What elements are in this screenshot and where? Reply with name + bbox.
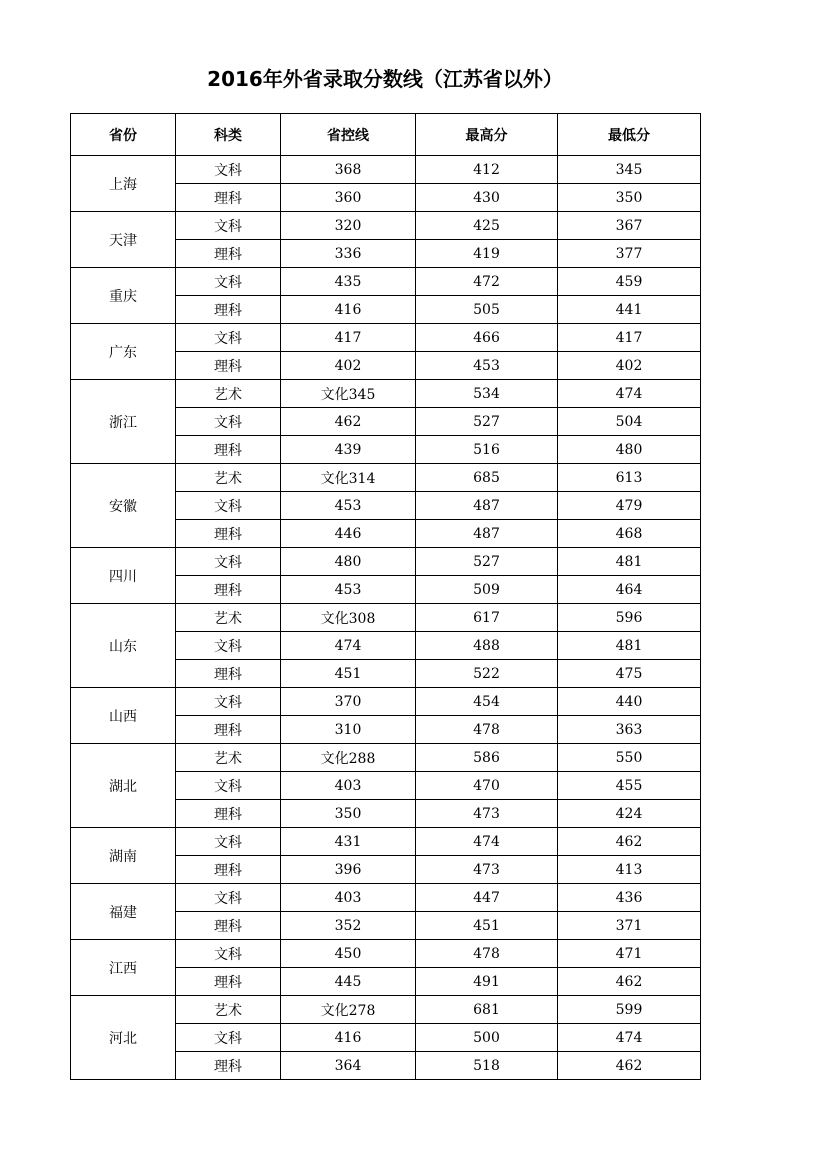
category-cell: 理科 — [176, 800, 281, 828]
min-score-cell: 371 — [558, 912, 701, 940]
table-row — [71, 688, 701, 716]
table-row — [71, 268, 701, 296]
control-line-cell: 360 — [281, 184, 416, 212]
max-score-cell: 522 — [416, 660, 558, 688]
max-score-cell: 518 — [416, 1052, 558, 1080]
max-score-cell: 425 — [416, 212, 558, 240]
control-line-cell: 368 — [281, 156, 416, 184]
max-score-cell: 454 — [416, 688, 558, 716]
province-cell: 江西 — [71, 940, 176, 996]
min-score-cell: 474 — [558, 380, 701, 408]
category-cell: 理科 — [176, 1052, 281, 1080]
table-row — [71, 324, 701, 352]
control-line-cell: 文化345 — [281, 380, 416, 408]
category-cell: 艺术 — [176, 604, 281, 632]
min-score-cell: 345 — [558, 156, 701, 184]
admission-score-table — [70, 113, 701, 1080]
control-line-cell: 451 — [281, 660, 416, 688]
control-line-cell: 352 — [281, 912, 416, 940]
header-max-score: 最高分 — [416, 114, 558, 156]
min-score-cell: 402 — [558, 352, 701, 380]
header-category: 科类 — [176, 114, 281, 156]
control-line-cell: 453 — [281, 576, 416, 604]
table-row — [71, 464, 701, 492]
max-score-cell: 487 — [416, 520, 558, 548]
province-cell: 天津 — [71, 212, 176, 268]
control-line-cell: 416 — [281, 296, 416, 324]
table-row — [71, 884, 701, 912]
control-line-cell: 403 — [281, 772, 416, 800]
category-cell: 理科 — [176, 436, 281, 464]
category-cell: 理科 — [176, 240, 281, 268]
min-score-cell: 440 — [558, 688, 701, 716]
category-cell: 理科 — [176, 716, 281, 744]
control-line-cell: 370 — [281, 688, 416, 716]
province-cell: 湖南 — [71, 828, 176, 884]
max-score-cell: 681 — [416, 996, 558, 1024]
table-row — [71, 828, 701, 856]
table-row — [71, 156, 701, 184]
min-score-cell: 377 — [558, 240, 701, 268]
max-score-cell: 487 — [416, 492, 558, 520]
control-line-cell: 435 — [281, 268, 416, 296]
category-cell: 文科 — [176, 492, 281, 520]
category-cell: 理科 — [176, 520, 281, 548]
province-cell: 重庆 — [71, 268, 176, 324]
control-line-cell: 文化308 — [281, 604, 416, 632]
province-cell: 上海 — [71, 156, 176, 212]
control-line-cell: 480 — [281, 548, 416, 576]
province-cell: 广东 — [71, 324, 176, 380]
min-score-cell: 363 — [558, 716, 701, 744]
table-row — [71, 604, 701, 632]
max-score-cell: 412 — [416, 156, 558, 184]
page-title: 2016年外省录取分数线（江苏省以外） — [207, 67, 563, 91]
min-score-cell: 613 — [558, 464, 701, 492]
province-cell: 浙江 — [71, 380, 176, 464]
category-cell: 文科 — [176, 408, 281, 436]
max-score-cell: 478 — [416, 716, 558, 744]
control-line-cell: 431 — [281, 828, 416, 856]
min-score-cell: 413 — [558, 856, 701, 884]
table-header-row — [71, 114, 701, 156]
control-line-cell: 474 — [281, 632, 416, 660]
max-score-cell: 473 — [416, 800, 558, 828]
province-cell: 安徽 — [71, 464, 176, 548]
category-cell: 理科 — [176, 576, 281, 604]
category-cell: 艺术 — [176, 744, 281, 772]
category-cell: 理科 — [176, 968, 281, 996]
province-cell: 山西 — [71, 688, 176, 744]
control-line-cell: 文化278 — [281, 996, 416, 1024]
header-province: 省份 — [71, 114, 176, 156]
min-score-cell: 436 — [558, 884, 701, 912]
header-control-line: 省控线 — [281, 114, 416, 156]
table-row — [71, 996, 701, 1024]
max-score-cell: 466 — [416, 324, 558, 352]
min-score-cell: 596 — [558, 604, 701, 632]
min-score-cell: 441 — [558, 296, 701, 324]
category-cell: 艺术 — [176, 464, 281, 492]
control-line-cell: 450 — [281, 940, 416, 968]
control-line-cell: 336 — [281, 240, 416, 268]
table-row — [71, 548, 701, 576]
min-score-cell: 504 — [558, 408, 701, 436]
min-score-cell: 464 — [558, 576, 701, 604]
control-line-cell: 445 — [281, 968, 416, 996]
category-cell: 文科 — [176, 940, 281, 968]
min-score-cell: 471 — [558, 940, 701, 968]
max-score-cell: 491 — [416, 968, 558, 996]
control-line-cell: 396 — [281, 856, 416, 884]
max-score-cell: 516 — [416, 436, 558, 464]
max-score-cell: 473 — [416, 856, 558, 884]
category-cell: 理科 — [176, 184, 281, 212]
max-score-cell: 447 — [416, 884, 558, 912]
control-line-cell: 350 — [281, 800, 416, 828]
max-score-cell: 685 — [416, 464, 558, 492]
min-score-cell: 474 — [558, 1024, 701, 1052]
table-row — [71, 940, 701, 968]
table-row — [71, 744, 701, 772]
min-score-cell: 462 — [558, 1052, 701, 1080]
control-line-cell: 417 — [281, 324, 416, 352]
category-cell: 文科 — [176, 772, 281, 800]
max-score-cell: 453 — [416, 352, 558, 380]
min-score-cell: 462 — [558, 828, 701, 856]
control-line-cell: 364 — [281, 1052, 416, 1080]
max-score-cell: 617 — [416, 604, 558, 632]
category-cell: 理科 — [176, 912, 281, 940]
category-cell: 文科 — [176, 212, 281, 240]
max-score-cell: 527 — [416, 548, 558, 576]
max-score-cell: 419 — [416, 240, 558, 268]
category-cell: 理科 — [176, 296, 281, 324]
min-score-cell: 480 — [558, 436, 701, 464]
category-cell: 文科 — [176, 268, 281, 296]
max-score-cell: 474 — [416, 828, 558, 856]
max-score-cell: 451 — [416, 912, 558, 940]
control-line-cell: 453 — [281, 492, 416, 520]
min-score-cell: 599 — [558, 996, 701, 1024]
max-score-cell: 430 — [416, 184, 558, 212]
min-score-cell: 475 — [558, 660, 701, 688]
table-row — [71, 212, 701, 240]
min-score-cell: 417 — [558, 324, 701, 352]
table-row — [71, 380, 701, 408]
max-score-cell: 472 — [416, 268, 558, 296]
category-cell: 理科 — [176, 856, 281, 884]
min-score-cell: 459 — [558, 268, 701, 296]
table-body — [71, 156, 701, 1080]
max-score-cell: 586 — [416, 744, 558, 772]
category-cell: 理科 — [176, 352, 281, 380]
min-score-cell: 550 — [558, 744, 701, 772]
province-cell: 福建 — [71, 884, 176, 940]
min-score-cell: 468 — [558, 520, 701, 548]
min-score-cell: 367 — [558, 212, 701, 240]
province-cell: 湖北 — [71, 744, 176, 828]
min-score-cell: 481 — [558, 632, 701, 660]
min-score-cell: 424 — [558, 800, 701, 828]
control-line-cell: 439 — [281, 436, 416, 464]
category-cell: 文科 — [176, 632, 281, 660]
control-line-cell: 文化314 — [281, 464, 416, 492]
header-min-score: 最低分 — [558, 114, 701, 156]
category-cell: 文科 — [176, 828, 281, 856]
max-score-cell: 509 — [416, 576, 558, 604]
max-score-cell: 505 — [416, 296, 558, 324]
category-cell: 理科 — [176, 660, 281, 688]
min-score-cell: 481 — [558, 548, 701, 576]
control-line-cell: 403 — [281, 884, 416, 912]
province-cell: 四川 — [71, 548, 176, 604]
min-score-cell: 462 — [558, 968, 701, 996]
control-line-cell: 310 — [281, 716, 416, 744]
max-score-cell: 478 — [416, 940, 558, 968]
category-cell: 文科 — [176, 156, 281, 184]
min-score-cell: 455 — [558, 772, 701, 800]
min-score-cell: 479 — [558, 492, 701, 520]
control-line-cell: 462 — [281, 408, 416, 436]
category-cell: 文科 — [176, 688, 281, 716]
control-line-cell: 402 — [281, 352, 416, 380]
category-cell: 文科 — [176, 884, 281, 912]
control-line-cell: 416 — [281, 1024, 416, 1052]
max-score-cell: 534 — [416, 380, 558, 408]
category-cell: 文科 — [176, 324, 281, 352]
category-cell: 艺术 — [176, 380, 281, 408]
category-cell: 艺术 — [176, 996, 281, 1024]
max-score-cell: 527 — [416, 408, 558, 436]
category-cell: 文科 — [176, 1024, 281, 1052]
control-line-cell: 320 — [281, 212, 416, 240]
control-line-cell: 文化288 — [281, 744, 416, 772]
category-cell: 文科 — [176, 548, 281, 576]
max-score-cell: 488 — [416, 632, 558, 660]
province-cell: 山东 — [71, 604, 176, 688]
province-cell: 河北 — [71, 996, 176, 1080]
max-score-cell: 470 — [416, 772, 558, 800]
min-score-cell: 350 — [558, 184, 701, 212]
max-score-cell: 500 — [416, 1024, 558, 1052]
control-line-cell: 446 — [281, 520, 416, 548]
